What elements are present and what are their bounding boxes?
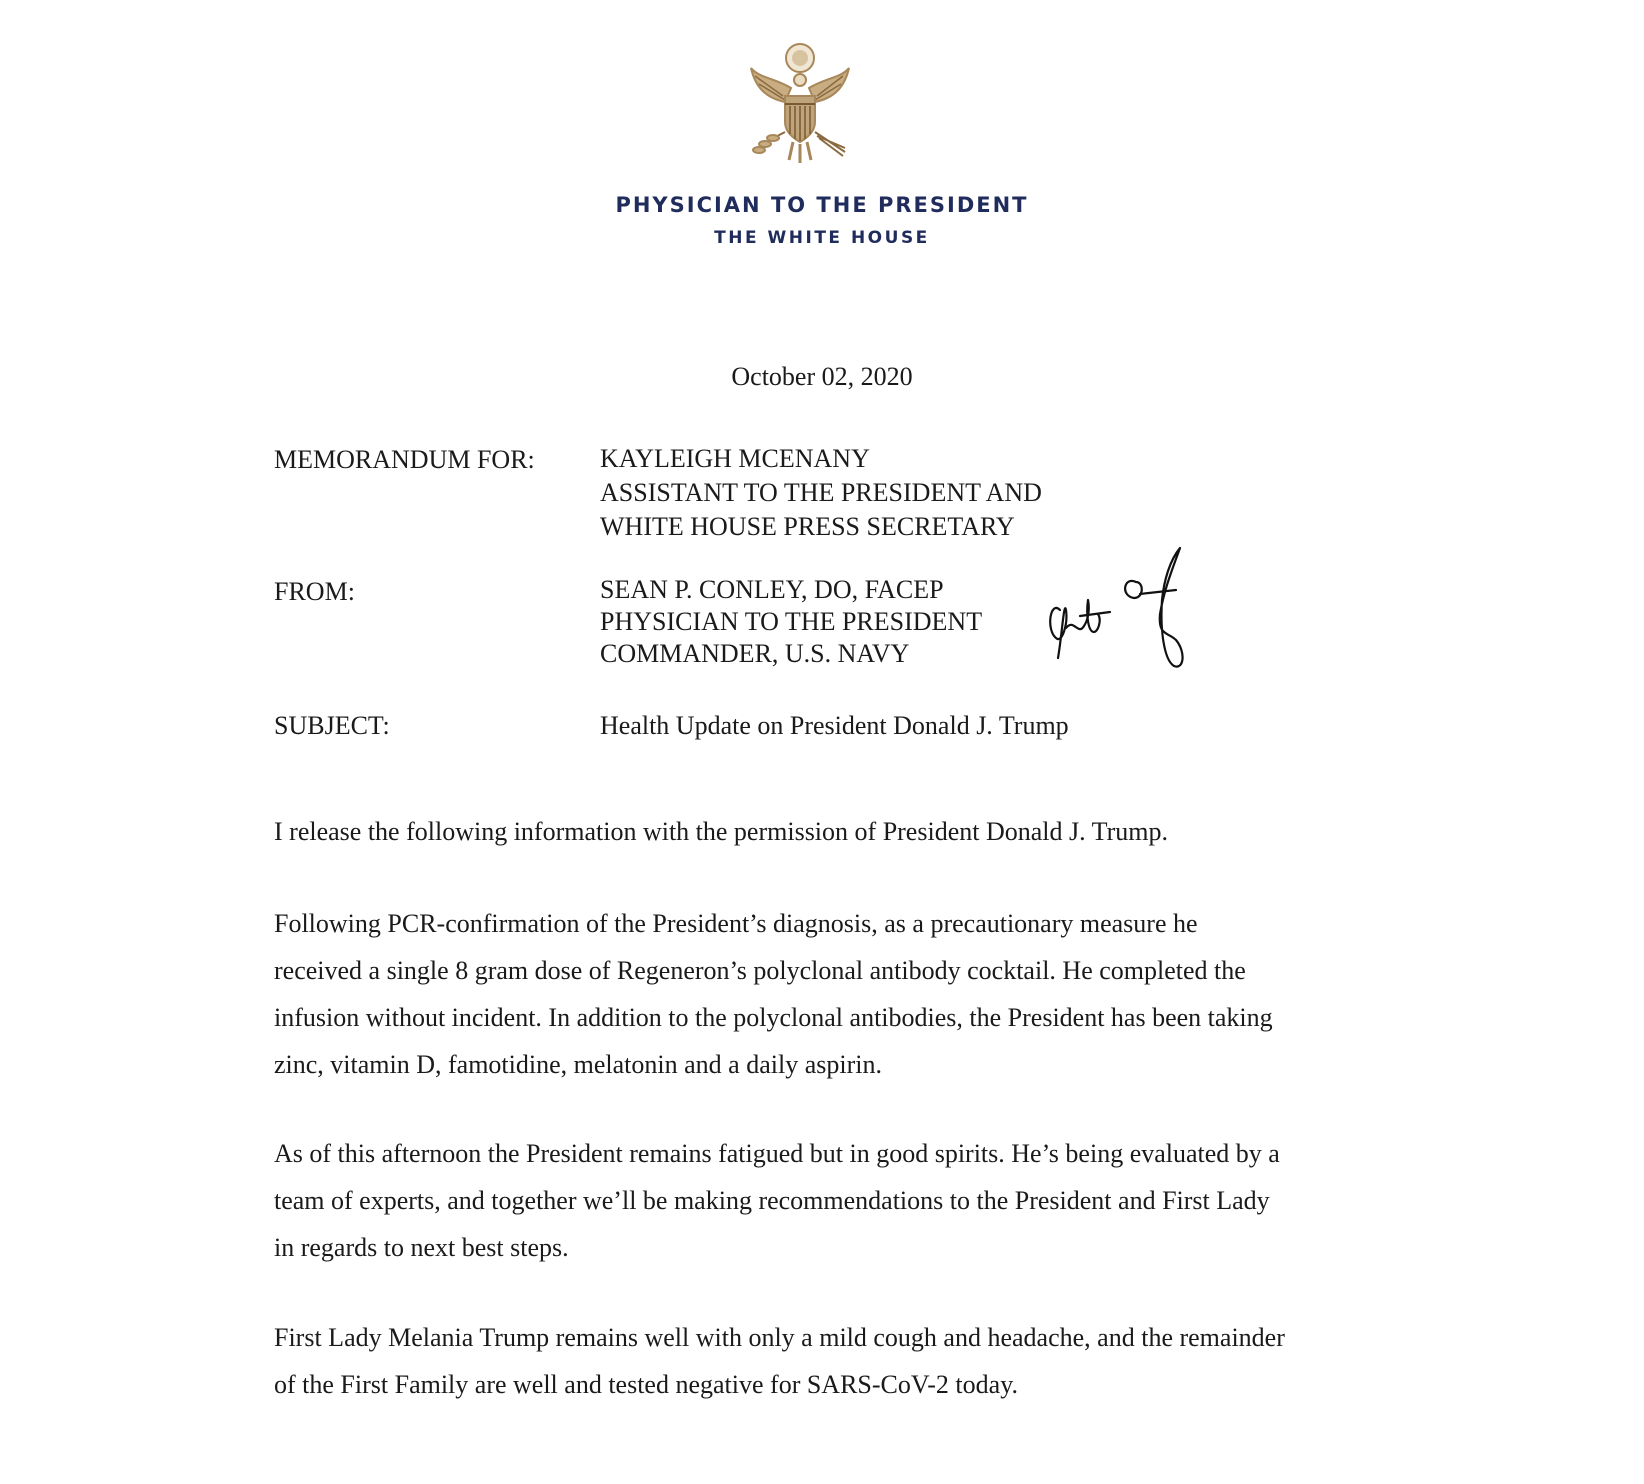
body-line: I release the following information with the permission of President Donald J. Trump.: [274, 817, 1168, 846]
memo-date: October 02, 2020: [731, 362, 913, 391]
great-seal-icon: [745, 40, 855, 165]
body-paragraph-1: [274, 808, 1354, 855]
memo-for-recipient: [600, 442, 1042, 544]
body-paragraph-2: [274, 900, 1354, 1088]
memo-from-label: FROM:: [274, 577, 355, 606]
body-line: of the First Family are well and tested negative for SARS-CoV-2 today.: [274, 1370, 1019, 1399]
body-line: As of this afternoon the President remains fatigued but in good spirits. He’s being evaluated by a: [274, 1139, 1280, 1168]
body-paragraph-3: [274, 1130, 1354, 1271]
body-line: First Lady Melania Trump remains well with only a mild cough and headache, and the remainder: [274, 1323, 1285, 1352]
letterhead-subtitle: THE WHITE HOUSE: [714, 228, 930, 248]
body-line: team of experts, and together we’ll be making recommendations to the President and First Lady: [274, 1186, 1270, 1215]
signature-initials: [1040, 540, 1200, 680]
body-line: Following PCR-confirmation of the President’s diagnosis, as a precautionary measure he: [274, 909, 1198, 938]
recipient-line: KAYLEIGH MCENANY: [600, 444, 870, 473]
body-line: zinc, vitamin D, famotidine, melatonin and a daily aspirin.: [274, 1050, 882, 1079]
memo-from-sender: [600, 574, 982, 670]
body-line: received a single 8 gram dose of Regeneron’s polyclonal antibody cocktail. He completed the: [274, 956, 1246, 985]
recipient-line: ASSISTANT TO THE PRESIDENT AND: [600, 478, 1042, 507]
sender-line: COMMANDER, U.S. NAVY: [600, 639, 910, 668]
memo-for-label: MEMORANDUM FOR:: [274, 445, 535, 474]
sender-line: SEAN P. CONLEY, DO, FACEP: [600, 575, 944, 604]
body-paragraph-4: [274, 1314, 1354, 1408]
letterhead-title: PHYSICIAN TO THE PRESIDENT: [615, 193, 1029, 217]
memo-subject: Health Update on President Donald J. Trump: [600, 711, 1069, 740]
sender-line: PHYSICIAN TO THE PRESIDENT: [600, 607, 983, 636]
memo-subject-label: SUBJECT:: [274, 711, 390, 740]
body-line: infusion without incident. In addition to the polyclonal antibodies, the President has been taking: [274, 1003, 1273, 1032]
body-line: in regards to next best steps.: [274, 1233, 569, 1262]
recipient-line: WHITE HOUSE PRESS SECRETARY: [600, 512, 1015, 541]
